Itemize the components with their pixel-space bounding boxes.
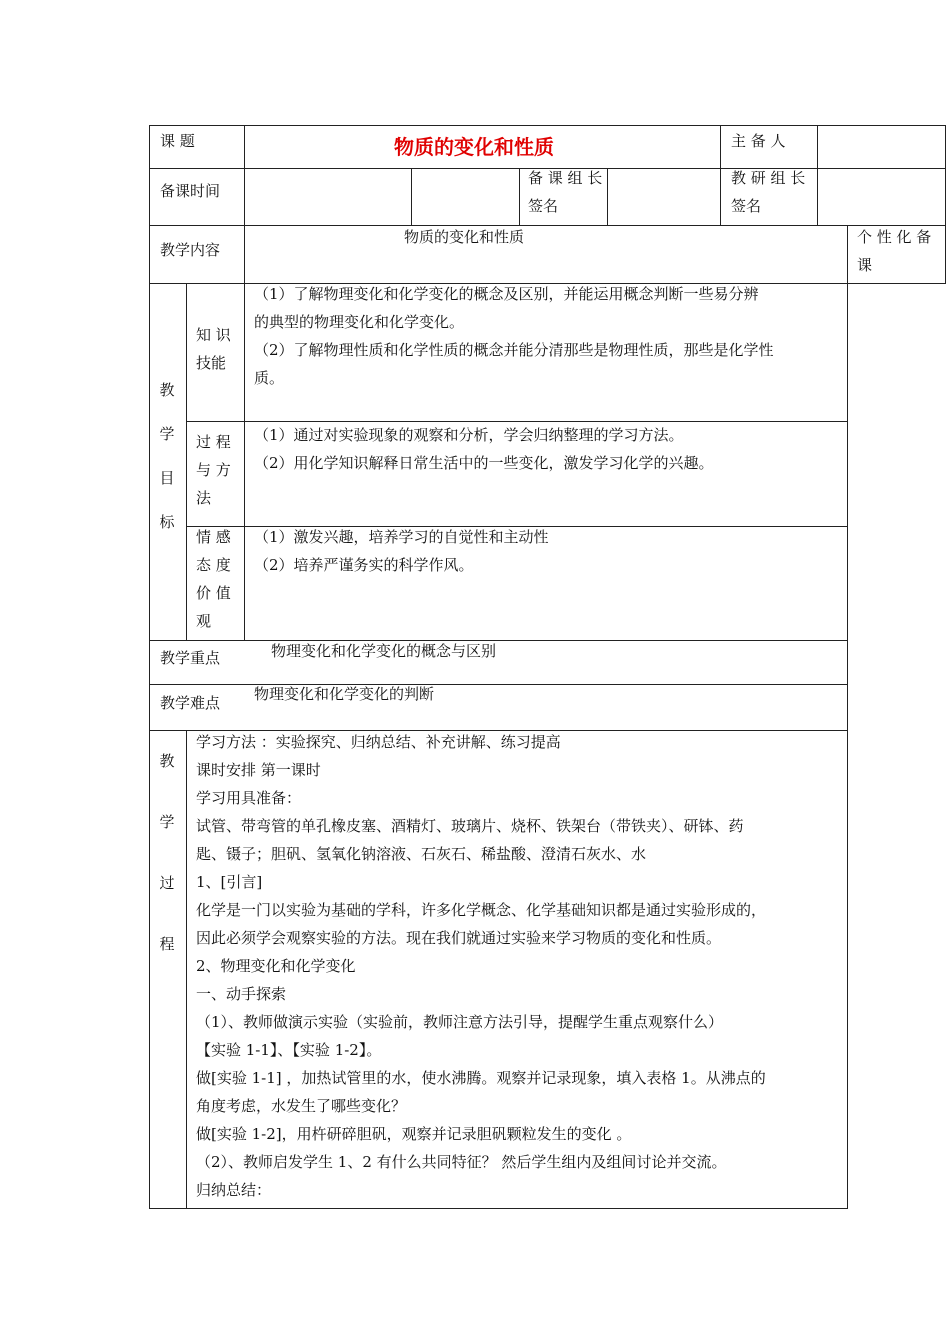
list-item: 角度考虑，水发生了哪些变化？ [196, 1097, 407, 1115]
list-item: 课时安排 第一课时 [196, 761, 321, 779]
table-border [244, 125, 245, 284]
prep-time-label: 备课时间 [160, 182, 221, 200]
focus-label: 教学重点 [160, 649, 221, 667]
table-border [149, 225, 945, 226]
list-item: 一、动手探索 [196, 985, 287, 1003]
research-leader-sign-label: 签名 [731, 197, 762, 215]
list-item: 学习方法 ：实验探究、归纳总结、补充讲解、练习提高 [196, 733, 561, 751]
difficulty-label: 教学难点 [160, 694, 221, 712]
process-method-text: （1）通过对实验现象的观察和分析，学会归纳整理的学习方法。 （2）用化学知识解释日常生活中的一些变化，激发学习化学的兴趣。 [254, 426, 714, 472]
list-item: 归纳总结： [196, 1181, 272, 1199]
table-border [149, 1208, 848, 1209]
research-leader-sign-label: 教 研 组 长 [731, 169, 806, 187]
table-border [519, 168, 520, 226]
process-section-label: 教 学 过 程 [159, 752, 175, 953]
preparer-label: 主 备 人 [731, 132, 786, 150]
focus-value: 物理变化和化学变化的概念与区别 [271, 642, 497, 660]
list-item: 学习用具准备： [196, 789, 302, 807]
list-item: 匙、镊子；胆矾、氢氧化钠溶液、石灰石、稀盐酸、澄清石灰水、水 [196, 845, 647, 863]
table-border [945, 125, 946, 284]
list-item: 试管、带弯管的单孔橡皮塞、酒精灯、玻璃片、烧杯、铁架台（带铁夹）、研钵、药 [196, 817, 744, 835]
emotion-label: 情 感 态 度 价 值 观 [196, 528, 231, 630]
personal-notes-label: 个 性 化 备 [857, 228, 932, 246]
content-label: 教学内容 [160, 241, 221, 259]
list-item: 1、[引言] [196, 873, 263, 891]
table-border [411, 168, 412, 226]
table-border [607, 168, 608, 226]
list-item: 2、物理变化和化学变化 [196, 957, 356, 975]
table-border [149, 125, 945, 126]
difficulty-value: 物理变化和化学变化的判断 [254, 685, 435, 703]
table-border [149, 125, 150, 1209]
list-item: 做[实验 1-1] ，加热试管里的水，使水沸腾。观察并记录现象，填入表格 1。从沸点的 [196, 1069, 766, 1087]
table-border [817, 125, 818, 226]
list-item: 做[实验 1-2]，用杵研碎胆矾，观察并记录胆矾颗粒发生的变化 。 [196, 1125, 632, 1143]
personal-notes-label: 课 [857, 256, 873, 274]
knowledge-label: 知 识 技能 [196, 326, 231, 372]
table-border [244, 283, 245, 641]
process-method-label: 过 程 与 方 法 [196, 433, 231, 507]
process-section-text [196, 728, 766, 1204]
table-border [186, 730, 187, 1209]
emotion-text: （1）激发兴趣，培养学习的自觉性和主动性 （2）培养严谨务实的科学作风。 [254, 528, 549, 574]
list-item: 化学是一门以实验为基础的学科，许多化学概念、化学基础知识都是通过实验形成的， [196, 901, 767, 919]
list-item: 【实验 1-1】、【实验 1-2】。 [196, 1041, 382, 1059]
table-border [720, 125, 721, 226]
table-border [847, 225, 848, 1209]
content-value: 物质的变化和性质 [404, 228, 525, 246]
list-item: （2）、教师启发学生 1、2 有什么共同特征？ 然后学生组内及组间讨论并交流。 [196, 1153, 727, 1171]
page-title: 物质的变化和性质 [394, 135, 554, 159]
knowledge-text: （1）了解物理变化和化学变化的概念及区别，并能运用概念判断一些易分辨 的典型的物理变化和化学变化。 （2）了解物理性质和化学性质的概念并能分清那些是物理性质，那些是化学性 质。 [254, 285, 774, 387]
topic-label: 课 题 [160, 132, 195, 150]
prep-leader-sign-label: 备 课 组 长 [528, 169, 603, 187]
list-item: （1）、教师做演示实验（实验前，教师注意方法引导，提醒学生重点观察什么） [196, 1013, 724, 1031]
table-border [149, 640, 848, 641]
table-border [186, 283, 187, 641]
prep-leader-sign-label: 签名 [528, 197, 559, 215]
list-item: 因此必须学会观察实验的方法。现在我们就通过实验来学习物质的变化和性质。 [196, 929, 722, 947]
objectives-label: 教 学 目 标 [159, 381, 175, 531]
